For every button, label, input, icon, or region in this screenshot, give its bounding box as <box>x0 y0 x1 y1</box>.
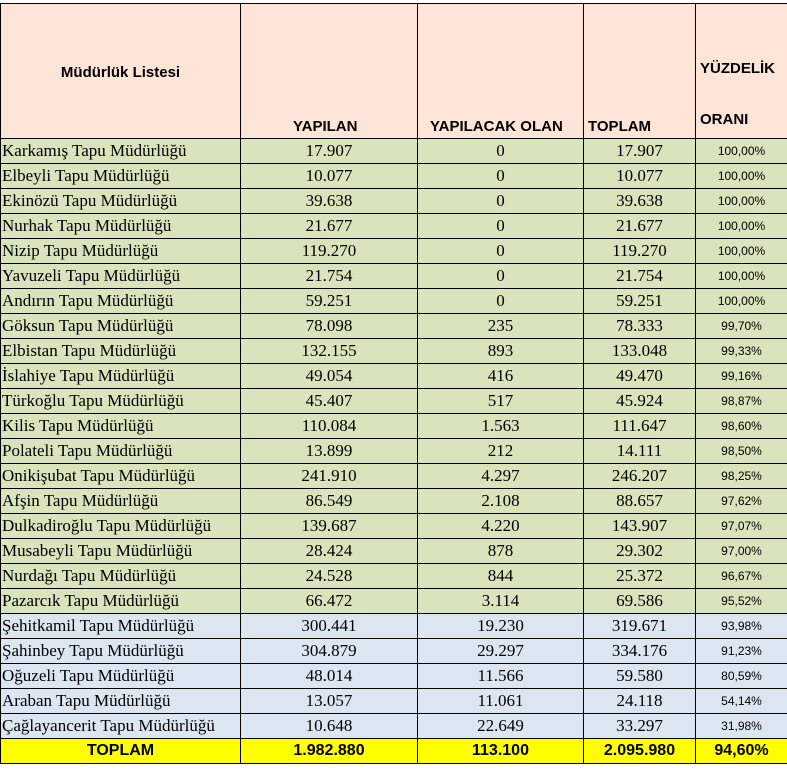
cell-oran[interactable]: 96,67% <box>696 564 787 589</box>
cell-mudurluk-name[interactable]: Çağlayancerit Tapu Müdürlüğü <box>1 714 241 739</box>
cell-yapilan[interactable]: 17.907 <box>241 139 418 164</box>
cell-yapilacak[interactable]: 4.220 <box>418 514 584 539</box>
cell-toplam[interactable]: 33.297 <box>584 714 696 739</box>
cell-yapilan[interactable]: 86.549 <box>241 489 418 514</box>
cell-toplam[interactable]: 59.580 <box>584 664 696 689</box>
cell-yapilan[interactable]: 13.057 <box>241 689 418 714</box>
cell-yapilacak[interactable]: 19.230 <box>418 614 584 639</box>
cell-yapilan[interactable]: 10.648 <box>241 714 418 739</box>
cell-yapilacak[interactable]: 0 <box>418 239 584 264</box>
cell-oran[interactable]: 80,59% <box>696 664 787 689</box>
cell-oran[interactable]: 98,60% <box>696 414 787 439</box>
table-body <box>1 139 787 739</box>
cell-yapilacak[interactable]: 0 <box>418 289 584 314</box>
table-row <box>1 164 787 189</box>
cell-yapilacak[interactable]: 11.061 <box>418 689 584 714</box>
table-row <box>1 414 787 439</box>
cell-yapilan[interactable]: 45.407 <box>241 389 418 414</box>
cell-oran[interactable]: 31,98% <box>696 714 787 739</box>
cell-mudurluk-name[interactable]: Elbistan Tapu Müdürlüğü <box>1 339 241 364</box>
cell-yapilacak[interactable]: 0 <box>418 189 584 214</box>
cell-oran[interactable]: 99,33% <box>696 339 787 364</box>
cell-yapilacak[interactable]: 0 <box>418 264 584 289</box>
table-row <box>1 364 787 389</box>
mudurluk-table <box>0 3 787 764</box>
cell-yapilacak[interactable]: 11.566 <box>418 664 584 689</box>
cell-yapilacak[interactable]: 0 <box>418 139 584 164</box>
cell-mudurluk-name[interactable]: Şahinbey Tapu Müdürlüğü <box>1 639 241 664</box>
cell-oran[interactable]: 98,25% <box>696 464 787 489</box>
cell-yapilan[interactable]: 110.084 <box>241 414 418 439</box>
cell-oran[interactable]: 100,00% <box>696 164 787 189</box>
cell-oran[interactable]: 100,00% <box>696 239 787 264</box>
table-row <box>1 439 787 464</box>
cell-yapilan[interactable]: 59.251 <box>241 289 418 314</box>
cell-oran[interactable]: 93,98% <box>696 614 787 639</box>
table-row <box>1 214 787 239</box>
cell-toplam[interactable]: 14.111 <box>584 439 696 464</box>
cell-mudurluk-name[interactable]: Karkamış Tapu Müdürlüğü <box>1 139 241 164</box>
cell-oran[interactable]: 98,87% <box>696 389 787 414</box>
cell-yapilan[interactable]: 21.677 <box>241 214 418 239</box>
cell-mudurluk-name[interactable]: Nizip Tapu Müdürlüğü <box>1 239 241 264</box>
header-yuzdelik-line2: ORANI <box>698 108 787 135</box>
header-yapilan[interactable]: YAPILAN <box>241 4 418 139</box>
cell-toplam[interactable]: 45.924 <box>584 389 696 414</box>
table-row <box>1 639 787 664</box>
cell-oran[interactable]: 91,23% <box>696 639 787 664</box>
table-row <box>1 589 787 614</box>
table-row <box>1 239 787 264</box>
header-yuzdelik-line1: YÜZDELİK <box>698 57 787 84</box>
cell-toplam[interactable]: 78.333 <box>584 314 696 339</box>
cell-mudurluk-name[interactable]: Andırın Tapu Müdürlüğü <box>1 289 241 314</box>
table-row <box>1 689 787 714</box>
cell-toplam[interactable]: 119.270 <box>584 239 696 264</box>
cell-yapilan[interactable]: 304.879 <box>241 639 418 664</box>
cell-yapilacak[interactable]: 1.563 <box>418 414 584 439</box>
cell-yapilan[interactable]: 132.155 <box>241 339 418 364</box>
cell-mudurluk-name[interactable]: Araban Tapu Müdürlüğü <box>1 689 241 714</box>
cell-mudurluk-name[interactable]: Musabeyli Tapu Müdürlüğü <box>1 539 241 564</box>
cell-toplam[interactable]: 25.372 <box>584 564 696 589</box>
cell-oran[interactable]: 99,16% <box>696 364 787 389</box>
cell-yapilan[interactable]: 13.899 <box>241 439 418 464</box>
table-row <box>1 389 787 414</box>
cell-yapilan[interactable]: 119.270 <box>241 239 418 264</box>
cell-yapilacak[interactable]: 844 <box>418 564 584 589</box>
cell-oran[interactable]: 99,70% <box>696 314 787 339</box>
cell-toplam[interactable]: 111.647 <box>584 414 696 439</box>
cell-yapilan[interactable]: 241.910 <box>241 464 418 489</box>
table-row <box>1 289 787 314</box>
cell-toplam[interactable]: 21.754 <box>584 264 696 289</box>
cell-yapilan[interactable]: 39.638 <box>241 189 418 214</box>
cell-yapilan[interactable]: 139.687 <box>241 514 418 539</box>
table-row <box>1 489 787 514</box>
cell-yapilan[interactable]: 300.441 <box>241 614 418 639</box>
cell-mudurluk-name[interactable]: Oğuzeli Tapu Müdürlüğü <box>1 664 241 689</box>
total-yapilacak[interactable]: 113.100 <box>418 739 584 764</box>
cell-mudurluk-name[interactable]: Şehitkamil Tapu Müdürlüğü <box>1 614 241 639</box>
cell-oran[interactable]: 54,14% <box>696 689 787 714</box>
cell-yapilacak[interactable]: 4.297 <box>418 464 584 489</box>
cell-mudurluk-name[interactable]: Dulkadiroğlu Tapu Müdürlüğü <box>1 514 241 539</box>
cell-toplam[interactable]: 319.671 <box>584 614 696 639</box>
cell-toplam[interactable]: 88.657 <box>584 489 696 514</box>
cell-yapilan[interactable]: 10.077 <box>241 164 418 189</box>
cell-yapilacak[interactable]: 878 <box>418 539 584 564</box>
table-row <box>1 139 787 164</box>
cell-yapilan[interactable]: 48.014 <box>241 664 418 689</box>
cell-yapilan[interactable]: 66.472 <box>241 589 418 614</box>
cell-yapilacak[interactable]: 0 <box>418 164 584 189</box>
cell-mudurluk-name[interactable]: Yavuzeli Tapu Müdürlüğü <box>1 264 241 289</box>
total-label[interactable]: TOPLAM <box>1 739 241 764</box>
cell-yapilacak[interactable]: 22.649 <box>418 714 584 739</box>
table-row <box>1 514 787 539</box>
table-row <box>1 314 787 339</box>
cell-oran[interactable]: 97,00% <box>696 539 787 564</box>
table-row <box>1 264 787 289</box>
cell-yapilan[interactable]: 49.054 <box>241 364 418 389</box>
table-row <box>1 714 787 739</box>
cell-mudurluk-name[interactable]: Afşin Tapu Müdürlüğü <box>1 489 241 514</box>
header-yuzdelik-orani[interactable] <box>696 4 787 139</box>
cell-yapilacak[interactable]: 29.297 <box>418 639 584 664</box>
table-row <box>1 189 787 214</box>
cell-oran[interactable]: 100,00% <box>696 189 787 214</box>
cell-mudurluk-name[interactable]: Göksun Tapu Müdürlüğü <box>1 314 241 339</box>
cell-mudurluk-name[interactable]: Kilis Tapu Müdürlüğü <box>1 414 241 439</box>
header-toplam[interactable]: TOPLAM <box>584 4 696 139</box>
cell-yapilacak[interactable]: 2.108 <box>418 489 584 514</box>
cell-oran[interactable]: 95,52% <box>696 589 787 614</box>
cell-yapilacak[interactable]: 235 <box>418 314 584 339</box>
cell-yapilan[interactable]: 28.424 <box>241 539 418 564</box>
header-yapilacak-olan[interactable]: YAPILACAK OLAN <box>418 4 584 139</box>
cell-yapilan[interactable]: 21.754 <box>241 264 418 289</box>
cell-toplam[interactable]: 69.586 <box>584 589 696 614</box>
cell-mudurluk-name[interactable]: Nurdağı Tapu Müdürlüğü <box>1 564 241 589</box>
cell-toplam[interactable]: 59.251 <box>584 289 696 314</box>
table-row <box>1 464 787 489</box>
total-oran[interactable]: 94,60% <box>696 739 787 764</box>
total-toplam[interactable]: 2.095.980 <box>584 739 696 764</box>
total-row <box>1 739 787 764</box>
cell-yapilacak[interactable]: 893 <box>418 339 584 364</box>
cell-mudurluk-name[interactable]: Onikişubat Tapu Müdürlüğü <box>1 464 241 489</box>
cell-oran[interactable]: 100,00% <box>696 139 787 164</box>
cell-yapilacak[interactable]: 416 <box>418 364 584 389</box>
header-row <box>1 4 787 139</box>
cell-oran[interactable]: 100,00% <box>696 214 787 239</box>
cell-mudurluk-name[interactable]: İslahiye Tapu Müdürlüğü <box>1 364 241 389</box>
cell-yapilacak[interactable]: 517 <box>418 389 584 414</box>
cell-toplam[interactable]: 24.118 <box>584 689 696 714</box>
cell-yapilacak[interactable]: 3.114 <box>418 589 584 614</box>
cell-toplam[interactable]: 49.470 <box>584 364 696 389</box>
cell-toplam[interactable]: 334.176 <box>584 639 696 664</box>
table-row <box>1 539 787 564</box>
cell-toplam[interactable]: 10.077 <box>584 164 696 189</box>
cell-yapilan[interactable]: 78.098 <box>241 314 418 339</box>
cell-mudurluk-name[interactable]: Ekinözü Tapu Müdürlüğü <box>1 189 241 214</box>
cell-oran[interactable]: 100,00% <box>696 289 787 314</box>
cell-toplam[interactable]: 21.677 <box>584 214 696 239</box>
table-row <box>1 664 787 689</box>
table-row <box>1 339 787 364</box>
cell-oran[interactable]: 97,07% <box>696 514 787 539</box>
cell-toplam[interactable]: 39.638 <box>584 189 696 214</box>
cell-oran[interactable]: 98,50% <box>696 439 787 464</box>
cell-toplam[interactable]: 17.907 <box>584 139 696 164</box>
header-mudurluk-listesi[interactable]: Müdürlük Listesi <box>1 4 241 139</box>
cell-yapilacak[interactable]: 212 <box>418 439 584 464</box>
cell-toplam[interactable]: 133.048 <box>584 339 696 364</box>
cell-mudurluk-name[interactable]: Nurhak Tapu Müdürlüğü <box>1 214 241 239</box>
cell-oran[interactable]: 100,00% <box>696 264 787 289</box>
cell-yapilan[interactable]: 24.528 <box>241 564 418 589</box>
cell-oran[interactable]: 97,62% <box>696 489 787 514</box>
table-row <box>1 614 787 639</box>
cell-toplam[interactable]: 143.907 <box>584 514 696 539</box>
cell-yapilacak[interactable]: 0 <box>418 214 584 239</box>
total-yapilan[interactable]: 1.982.880 <box>241 739 418 764</box>
cell-mudurluk-name[interactable]: Polateli Tapu Müdürlüğü <box>1 439 241 464</box>
cell-mudurluk-name[interactable]: Elbeyli Tapu Müdürlüğü <box>1 164 241 189</box>
cell-mudurluk-name[interactable]: Pazarcık Tapu Müdürlüğü <box>1 589 241 614</box>
cell-mudurluk-name[interactable]: Türkoğlu Tapu Müdürlüğü <box>1 389 241 414</box>
table-row <box>1 564 787 589</box>
cell-toplam[interactable]: 246.207 <box>584 464 696 489</box>
cell-toplam[interactable]: 29.302 <box>584 539 696 564</box>
